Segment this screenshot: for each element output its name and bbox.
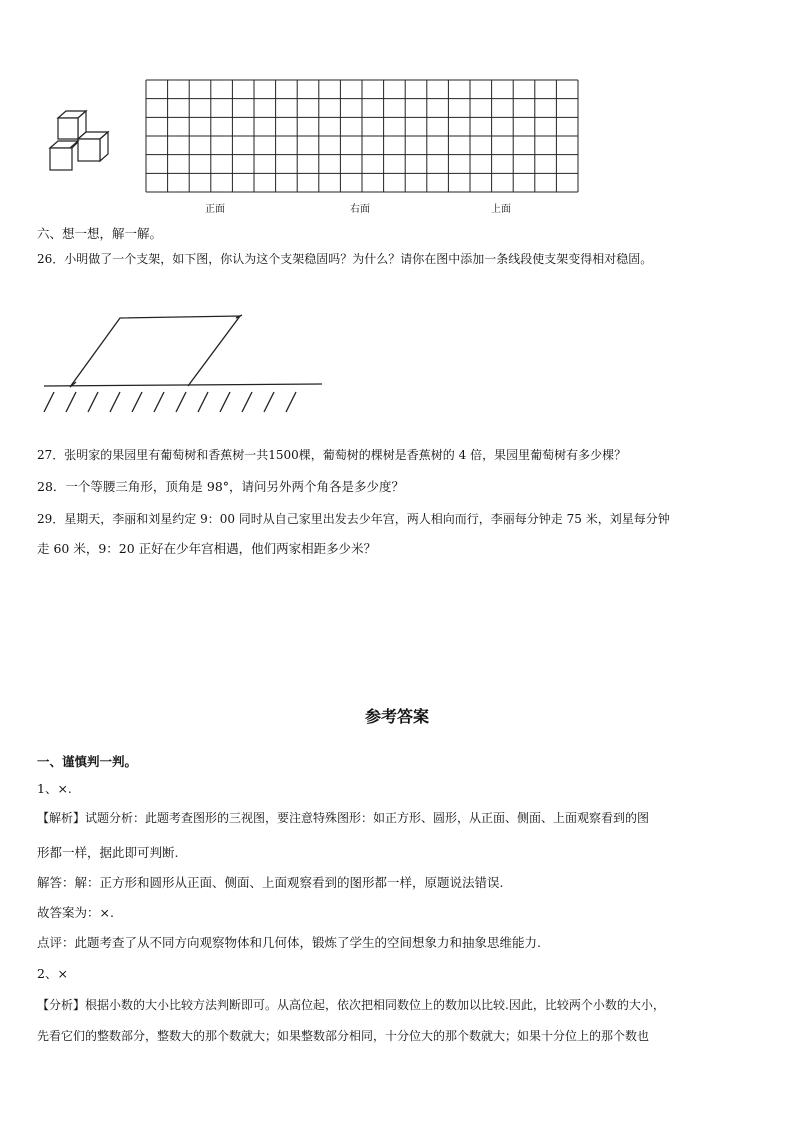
view-label-front: 正面 [205, 204, 225, 215]
view-label-right: 右面 [350, 204, 370, 215]
view-label-top: 上面 [491, 204, 511, 215]
question-27: 27．张明家的果园里有葡萄树和香蕉树一共1500棵，葡萄树的棵树是香蕉树的 4 倍，果园里葡萄树有多少棵？ [37, 448, 627, 462]
answer-1-solution: 解答：解：正方形和圆形从正面、侧面、上面观察看到的图形都一样，原题说法错误. [37, 875, 504, 890]
answer-2-label: 2、× [37, 966, 68, 981]
bracket-figure [40, 310, 330, 416]
section-6-heading: 六、想一想，解一解。 [37, 226, 163, 241]
answer-1-conclusion: 故答案为：×. [37, 905, 114, 920]
question-29-line2: 走 60 米，9：20 正好在少年宫相遇，他们两家相距多少米？ [37, 541, 377, 556]
answers-title: 参考答案 [364, 707, 429, 726]
answer-1-comment: 点评：此题考查了从不同方向观察物体和几何体，锻炼了学生的空间想象力和抽象思维能力. [37, 935, 541, 950]
question-29-line1: 29．星期天，李丽和刘星约定 9：00 同时从自己家里出发去少年宫，两人相向而行，李丽每分钟走 75 米，刘星每分钟 [37, 512, 670, 526]
answers-section-1-heading: 一、谨慎判一判。 [37, 754, 138, 769]
question-28: 28．一个等腰三角形，顶角是 98°，请问另外两个角各是多少度？ [37, 479, 405, 494]
answer-1-analysis-line2: 形都一样，据此即可判断. [37, 845, 179, 860]
answer-1-analysis-line1: 【解析】试题分析：此题考查图形的三视图，要注意特殊图形：如正方形、圆形，从正面、侧面、上面观察看到的图 [37, 811, 650, 825]
answer-2-analysis-line1: 【分析】根据小数的大小比较方法判断即可。从高位起，依次把相同数位上的数加以比较.因此，比较两个小数的大小， [37, 998, 665, 1012]
answer-2-analysis-line2: 先看它们的整数部分，整数大的那个数就大；如果整数部分相同，十分位大的那个数就大；如果十分位上的那个数也 [37, 1029, 650, 1043]
question-26: 26．小明做了一个支架，如下图，你认为这个支架稳固吗？为什么？请你在图中添加一条线段使支架变得相对稳固。 [37, 252, 653, 266]
cube-figure [44, 108, 114, 174]
drawing-grid [145, 79, 579, 193]
answer-1-label: 1、×. [37, 781, 72, 796]
